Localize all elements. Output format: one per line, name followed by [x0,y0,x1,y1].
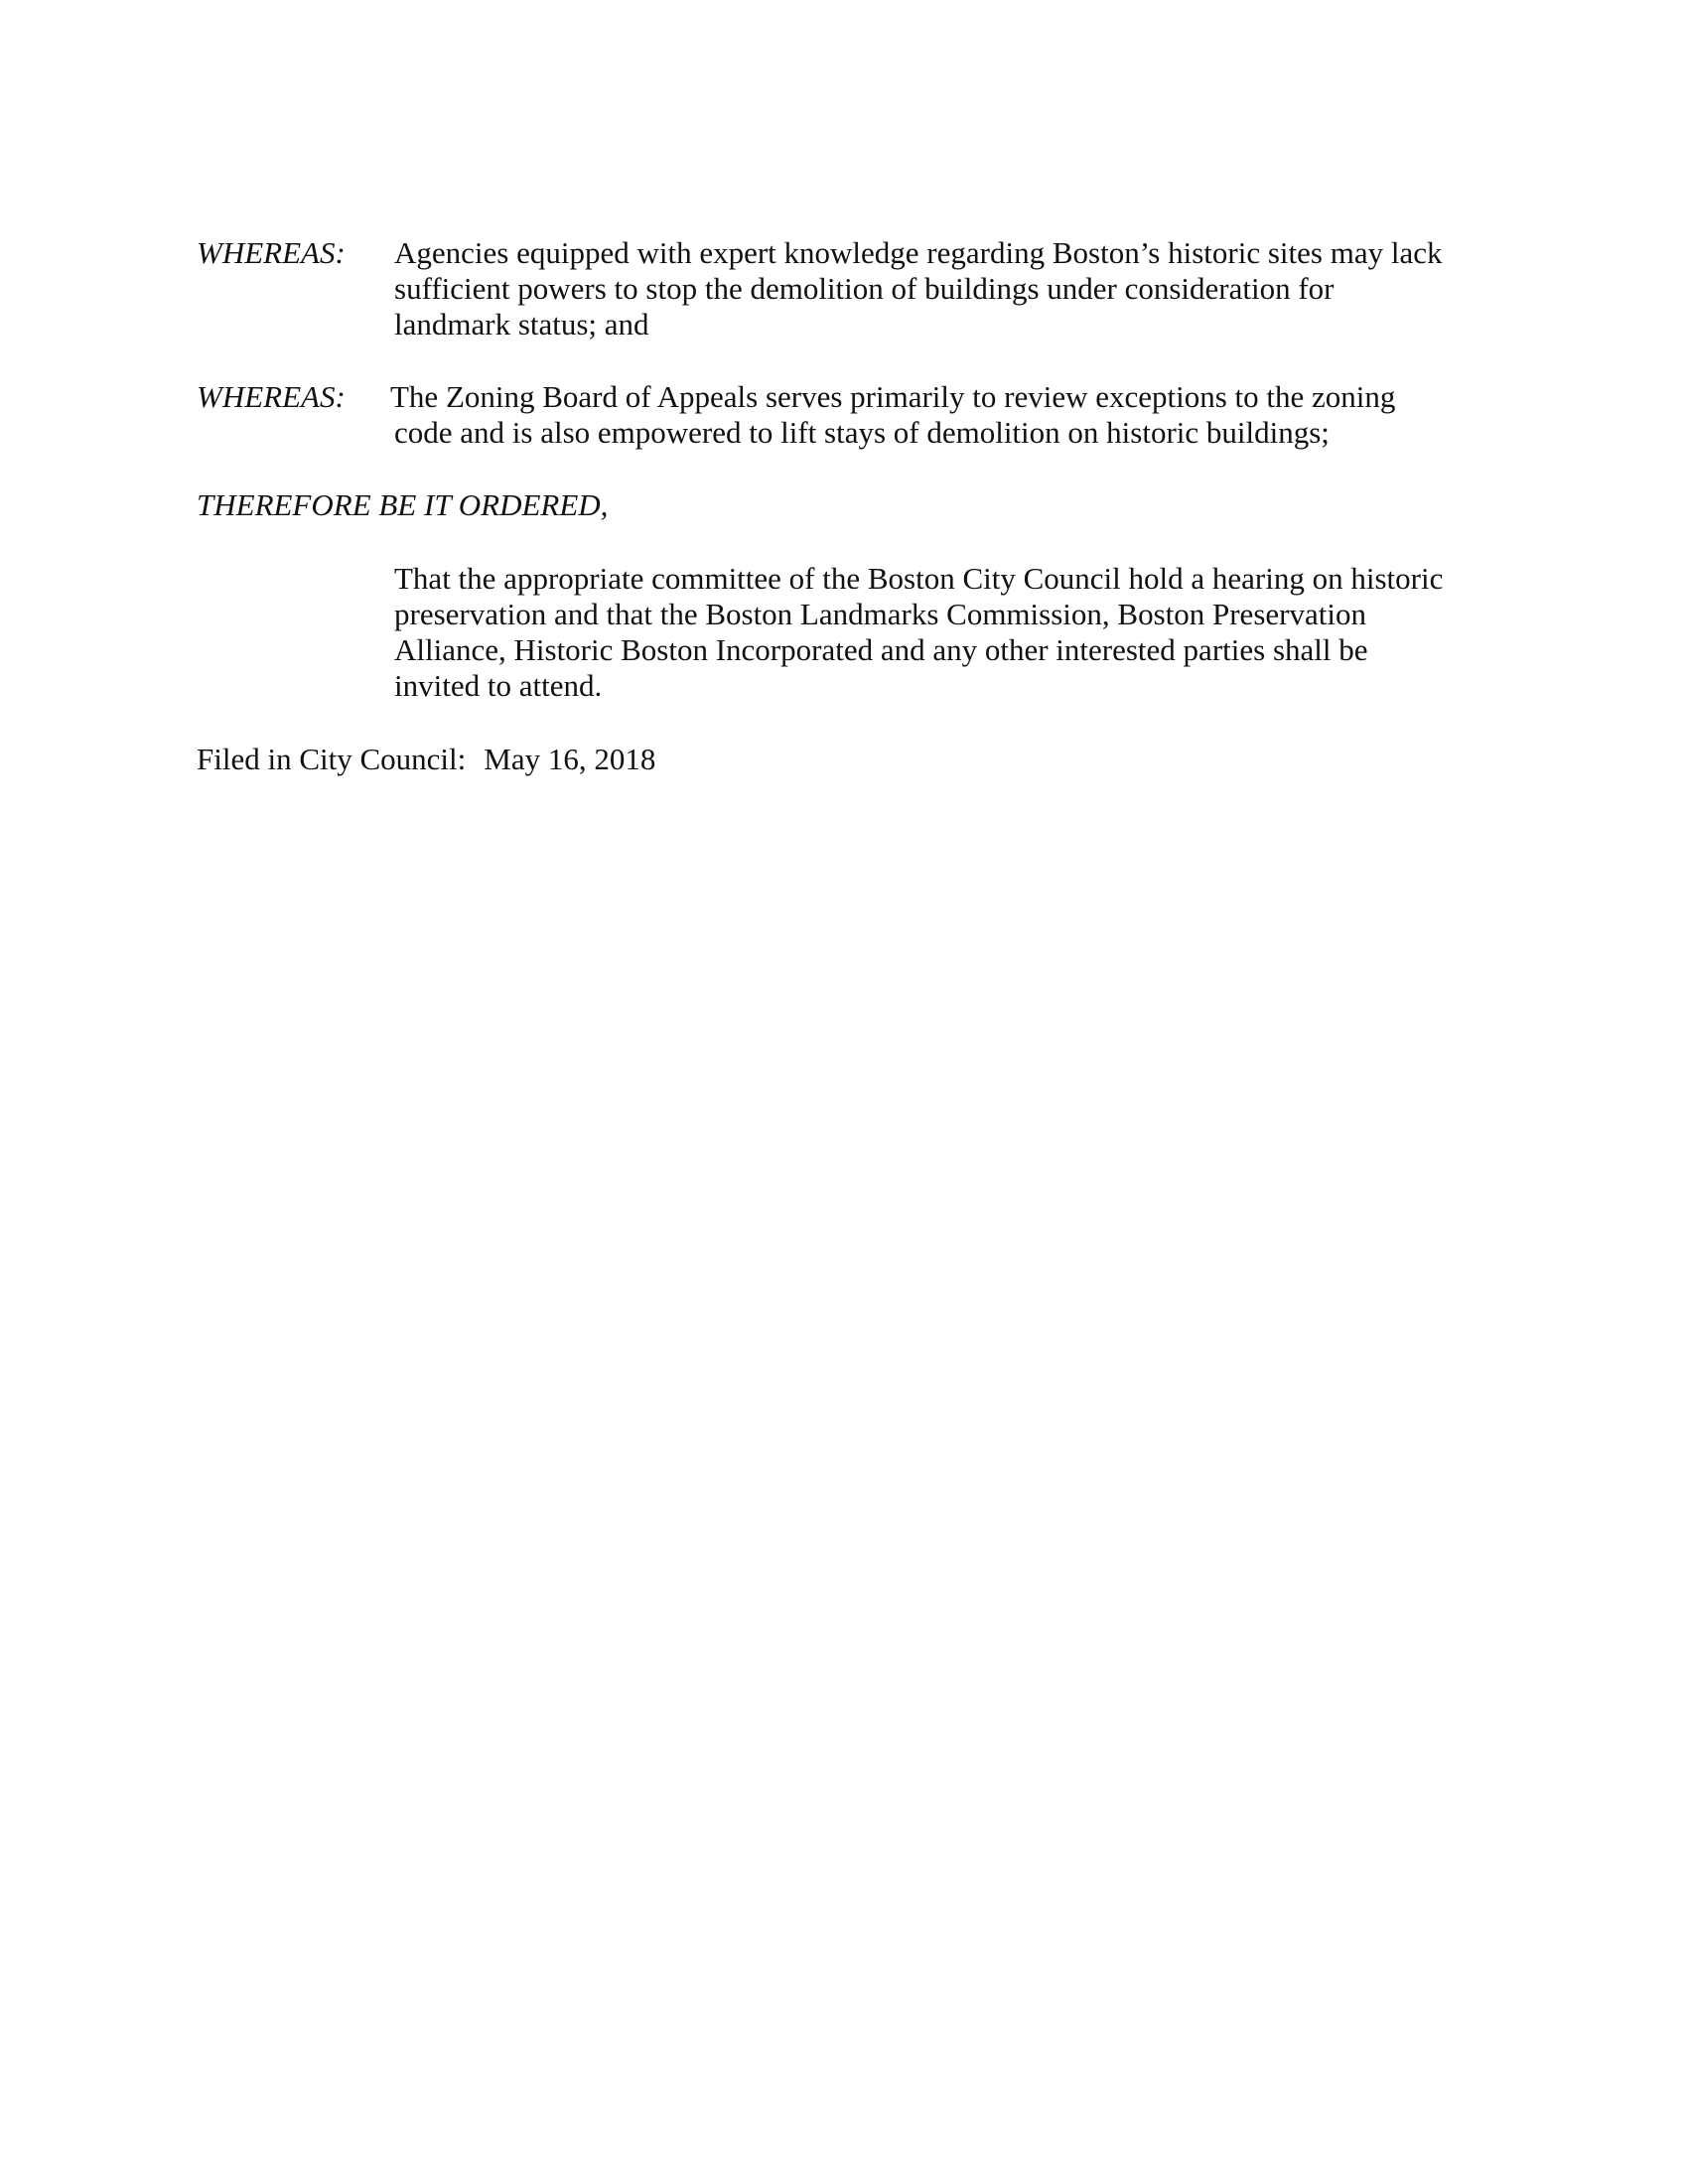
filed-line [197,742,655,777]
whereas-label: WHEREAS: [197,235,346,270]
clause-line: landmark status; and [394,307,649,341]
whereas-clause-text [394,235,1496,342]
clause-line: Agencies equipped with expert knowledge regarding Boston’s historic sites may lack [394,235,1443,270]
order-line: invited to attend. [394,668,603,703]
filed-date: May 16, 2018 [484,742,656,776]
whereas-clause-text [390,379,1492,451]
whereas-label: WHEREAS: [197,379,346,414]
clause-line: code and is also empowered to lift stays of demolition on historic buildings; [394,415,1330,450]
order-line: That the appropriate committee of the Boston City Council hold a hearing on historic [394,561,1444,596]
order-line: Alliance, Historic Boston Incorporated and any other interested parties shall be [394,632,1368,667]
order-line: preservation and that the Boston Landmarks Commission, Boston Preservation [394,597,1366,631]
clause-line: The Zoning Board of Appeals serves primarily to review exceptions to the zoning [390,379,1396,414]
clause-line: sufficient powers to stop the demolition of buildings under consideration for [394,271,1335,306]
therefore-heading: THEREFORE BE IT ORDERED, [197,487,609,522]
filed-label: Filed in City Council: [197,742,467,776]
order-text [394,561,1496,704]
